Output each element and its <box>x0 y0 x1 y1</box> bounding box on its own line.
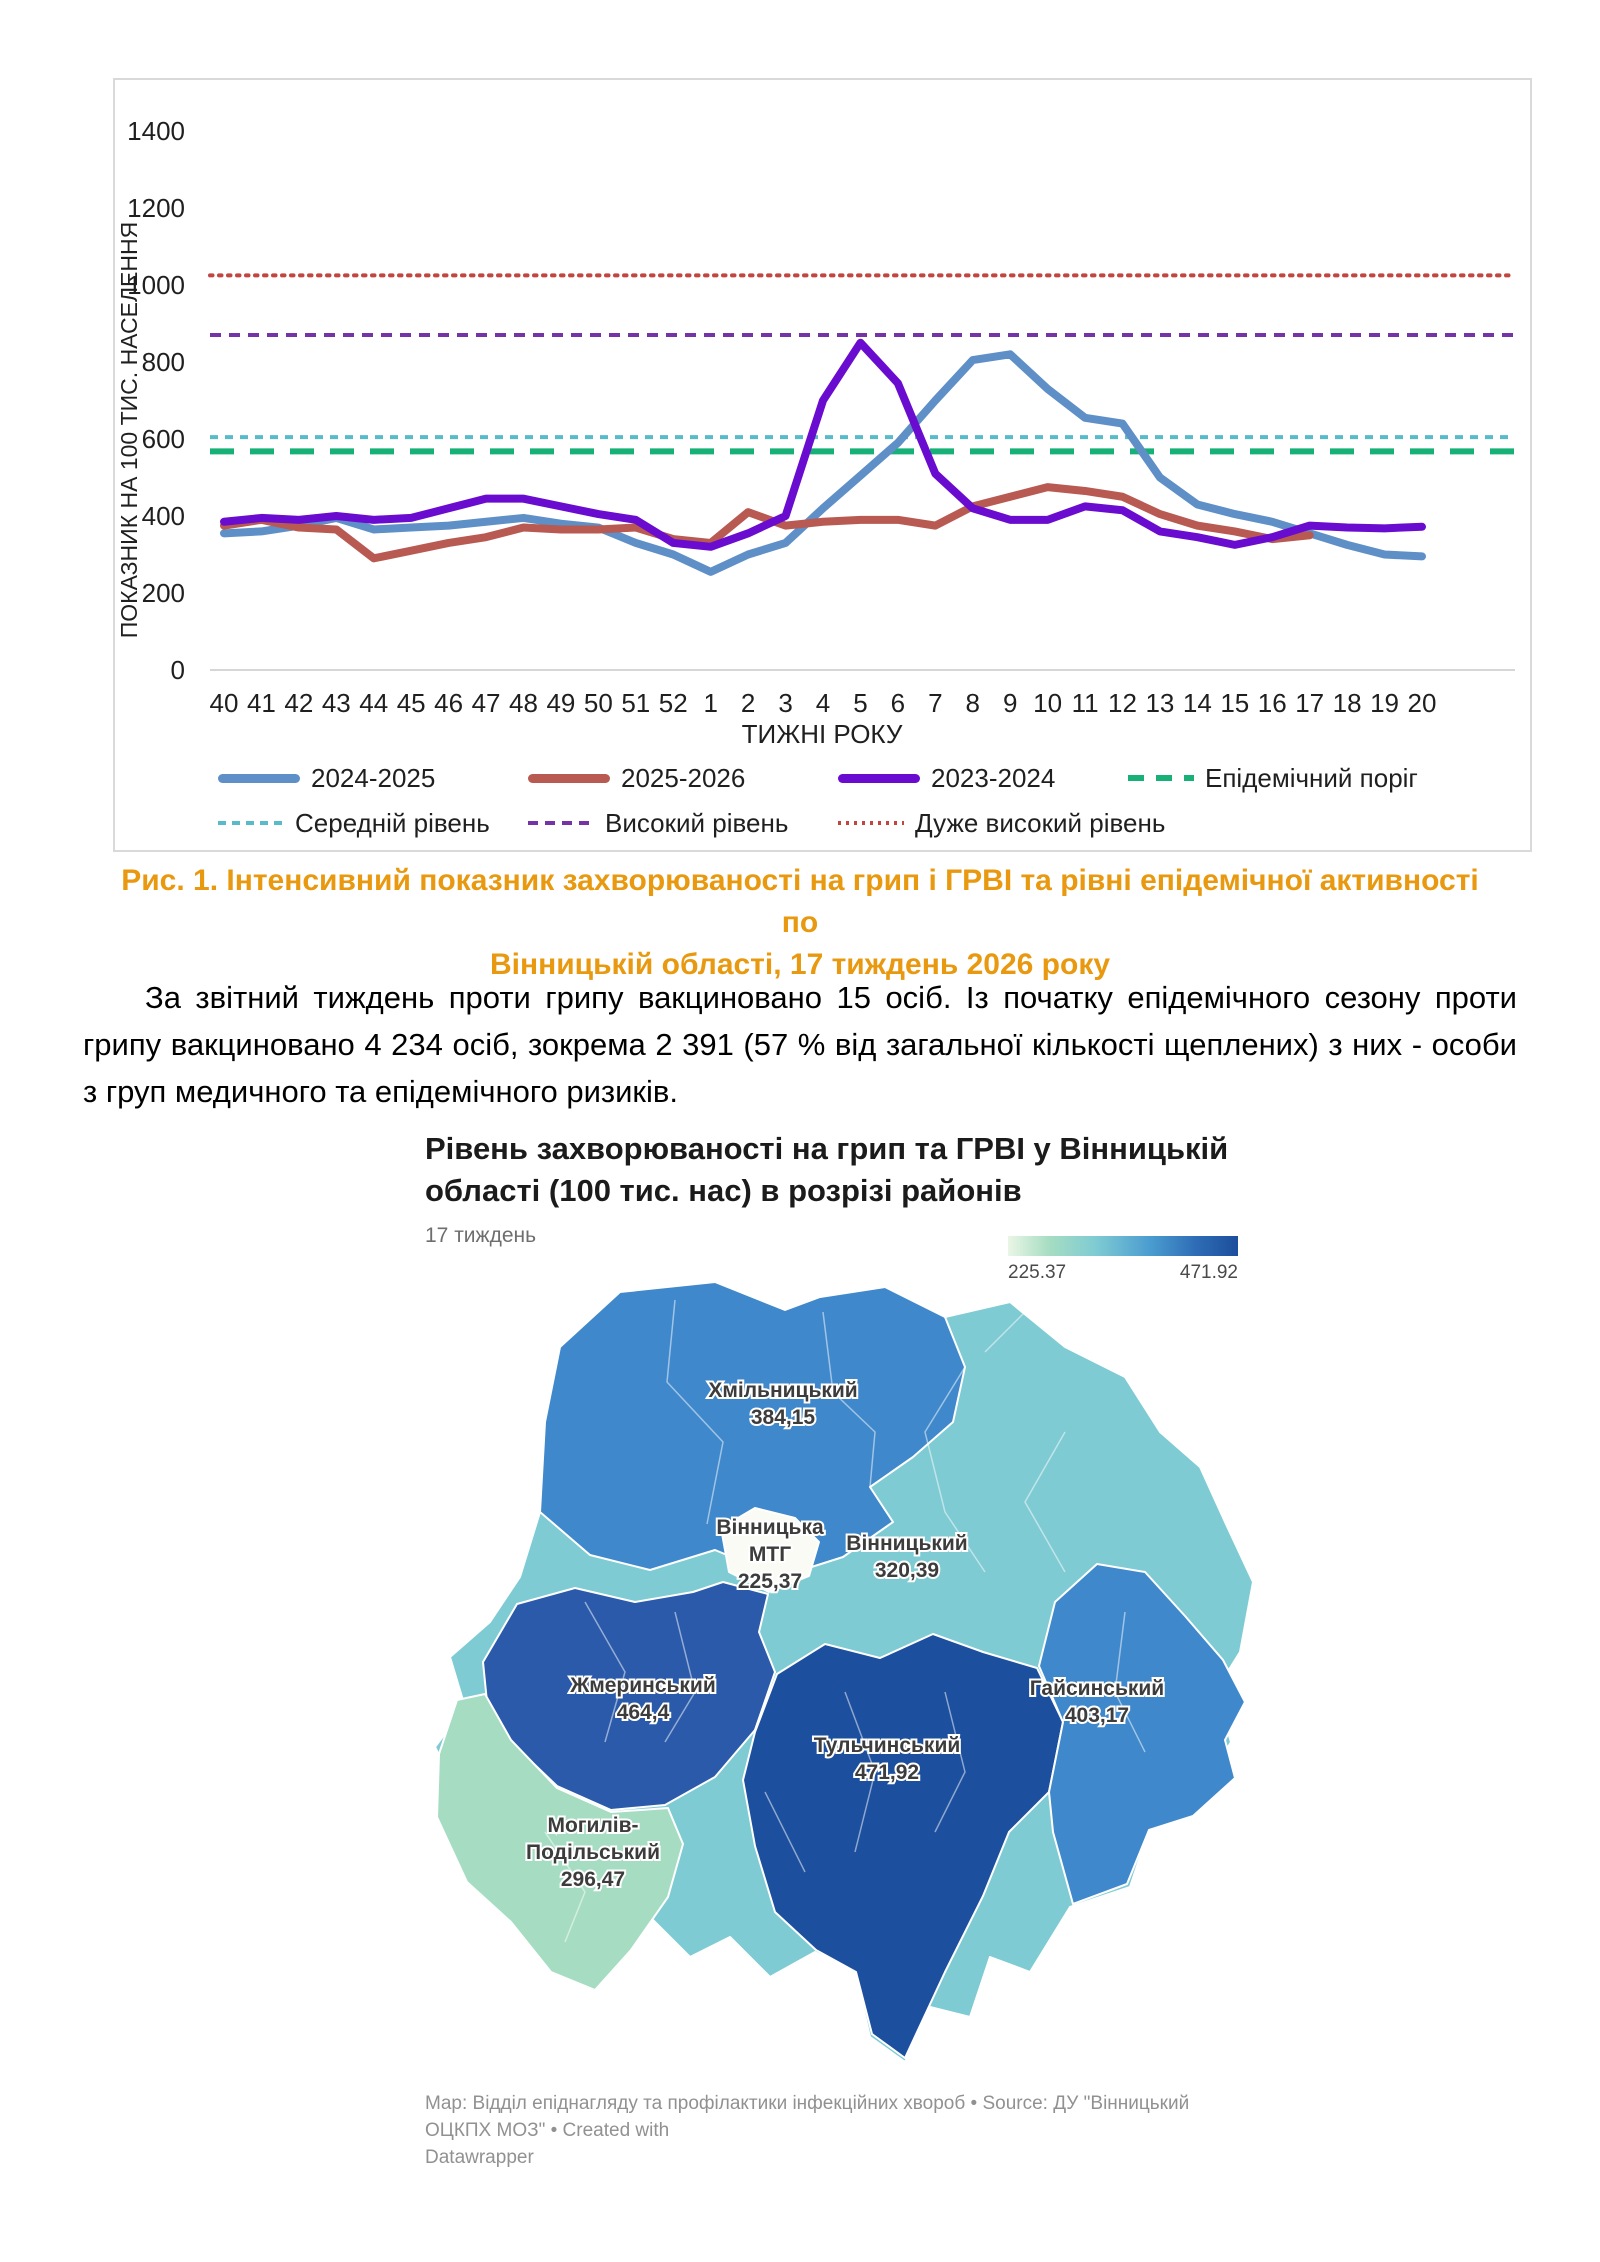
map-subtitle: 17 тиждень <box>425 1224 537 1247</box>
district-label-mohyliv-podilskyi: 296,47 <box>560 1868 626 1891</box>
x-tick-label: 1 <box>703 688 718 718</box>
x-tick-label: 14 <box>1182 688 1212 718</box>
x-tick-label: 9 <box>1002 688 1018 718</box>
x-tick-label: 16 <box>1257 688 1287 718</box>
x-tick-label: 2 <box>740 688 756 718</box>
y-tick-label: 1400 <box>127 116 185 146</box>
x-tick-label: 7 <box>928 688 943 718</box>
district-label-haisynskyi: Гайсинський <box>1029 1677 1165 1700</box>
chart-legend-row-2 <box>115 808 1530 838</box>
x-tick-label: 15 <box>1220 688 1250 718</box>
legend-swatch <box>218 774 300 783</box>
district-label-vinnytska-mtg: Вінницька <box>716 1516 824 1539</box>
y-tick-label: 600 <box>141 424 185 454</box>
district-label-haisynskyi: 403,17 <box>1064 1704 1130 1727</box>
legend-swatch <box>1128 775 1194 781</box>
x-tick-label: 12 <box>1108 688 1137 718</box>
map-title <box>425 1128 1228 1212</box>
legend-item-Епідемічний поріг <box>1128 763 1418 793</box>
legend-label: Високий рівень <box>605 807 789 838</box>
legend-item-Дуже високий рівень <box>838 808 1165 838</box>
x-tick-label: 46 <box>434 688 464 718</box>
legend-label: 2023-2024 <box>931 762 1056 793</box>
legend-label: 2025-2026 <box>621 762 746 793</box>
map-attribution-line2: Datawrapper <box>425 2147 534 2168</box>
legend-swatch <box>838 774 920 783</box>
series-line-2024-2025 <box>224 354 1422 572</box>
map-title-line1: Рівень захворюваності на грип та ГРВІ у Вінницькій <box>425 1131 1229 1166</box>
district-label-vinnytska-mtg: 225,37 <box>737 1570 803 1593</box>
color-scale-max: 471.92 <box>1179 1262 1238 1283</box>
district-label-zhmerynskyi: 464,4 <box>616 1701 670 1724</box>
district-label-vinnytska-mtg: МТГ <box>748 1543 792 1566</box>
x-tick-label: 52 <box>658 688 688 718</box>
district-label-mohyliv-podilskyi: Могилів- <box>547 1814 639 1837</box>
district-label-vinnytskyi: 320,39 <box>874 1559 940 1582</box>
map-attribution <box>425 2090 1245 2171</box>
x-tick-label: 10 <box>1033 688 1063 718</box>
district-label-tulchynskyi: Тульчинський <box>813 1734 961 1757</box>
figure-caption <box>100 860 1500 986</box>
legend-label: 2024-2025 <box>311 762 436 793</box>
x-tick-label: 43 <box>321 688 351 718</box>
y-tick-label: 200 <box>141 578 185 608</box>
legend-label: Середній рівень <box>295 807 490 838</box>
x-axis-title: ТИЖНІ РОКУ <box>741 719 903 749</box>
x-tick-label: 11 <box>1071 688 1099 718</box>
x-tick-label: 17 <box>1295 688 1325 718</box>
legend-label: Дуже високий рівень <box>915 807 1166 838</box>
legend-item-2025-2026 <box>528 763 745 793</box>
x-tick-label: 45 <box>396 688 426 718</box>
district-label-khmilnytskyi: 384,15 <box>750 1406 816 1429</box>
y-tick-label: 1000 <box>127 270 185 300</box>
map-title-line2: області (100 тис. нас) в розрізі районів <box>425 1173 1022 1208</box>
legend-swatch <box>218 821 284 825</box>
chart-legend-row-1 <box>115 763 1530 793</box>
x-tick-label: 3 <box>778 688 793 718</box>
x-tick-label: 13 <box>1145 688 1175 718</box>
legend-swatch <box>528 774 610 783</box>
legend-item-Середній рівень <box>218 808 490 838</box>
map-attribution-line1: Map: Відділ епіднагляду та профілактики інфекційних хвороб • Source: ДУ "Вінницький ОЦКПХ МОЗ" • Created with <box>425 2093 1190 2141</box>
legend-item-2023-2024 <box>838 763 1055 793</box>
x-tick-label: 5 <box>853 688 868 718</box>
figure-caption-line2: Вінницькій області, 17 тиждень 2026 року <box>489 948 1111 981</box>
line-chart-canvas <box>115 80 1530 752</box>
y-tick-label: 800 <box>141 347 185 377</box>
district-map-widget <box>420 1128 1265 2208</box>
legend-item-2024-2025 <box>218 763 435 793</box>
x-tick-label: 51 <box>621 688 651 718</box>
x-tick-label: 48 <box>509 688 538 718</box>
legend-label: Епідемічний поріг <box>1205 762 1418 793</box>
x-tick-label: 8 <box>965 688 980 718</box>
x-tick-label: 41 <box>246 688 276 718</box>
figure-caption-line1: Рис. 1. Інтенсивний показник захворюваності на грип і ГРВІ та рівні епідемічної активності по <box>121 864 1479 939</box>
district-label-vinnytskyi: Вінницький <box>846 1532 968 1555</box>
legend-swatch <box>838 821 904 825</box>
y-tick-label: 0 <box>170 655 185 685</box>
district-label-zhmerynskyi: Жмеринський <box>570 1674 716 1697</box>
x-tick-label: 19 <box>1370 688 1400 718</box>
x-tick-label: 42 <box>284 688 314 718</box>
color-scale-gradient <box>1008 1236 1238 1256</box>
x-tick-label: 49 <box>546 688 576 718</box>
district-label-mohyliv-podilskyi: Подільський <box>526 1841 660 1864</box>
x-tick-label: 40 <box>209 688 239 718</box>
legend-item-Високий рівень <box>528 808 788 838</box>
district-label-khmilnytskyi: Хмільницький <box>708 1379 858 1402</box>
y-tick-label: 1200 <box>127 193 185 223</box>
x-tick-label: 18 <box>1332 688 1362 718</box>
flu-incidence-chart <box>113 78 1532 852</box>
y-axis-title: ПОКАЗНИК НА 100 ТИС. НАСЕЛЕННЯ <box>116 221 142 639</box>
color-scale-min: 225.37 <box>1008 1262 1067 1283</box>
district-label-tulchynskyi: 471,92 <box>854 1761 920 1784</box>
x-tick-label: 47 <box>471 688 501 718</box>
vaccination-paragraph: За звітний тиждень проти грипу вакциновано 15 осіб. Із початку епідемічного сезону проти грипу вакциновано 4 234 осіб, зокрема 2 391 (57 % від загальної кількості щеплених) з них - особи з груп медичного та епідемічного ризиків. <box>83 980 1517 1109</box>
x-tick-label: 44 <box>359 688 389 718</box>
x-tick-label: 50 <box>583 688 613 718</box>
oblast-map-canvas <box>425 1272 1255 2067</box>
y-tick-label: 400 <box>141 501 185 531</box>
x-tick-label: 20 <box>1407 688 1437 718</box>
x-tick-label: 6 <box>890 688 906 718</box>
legend-swatch <box>528 821 594 825</box>
x-tick-label: 4 <box>815 688 831 718</box>
